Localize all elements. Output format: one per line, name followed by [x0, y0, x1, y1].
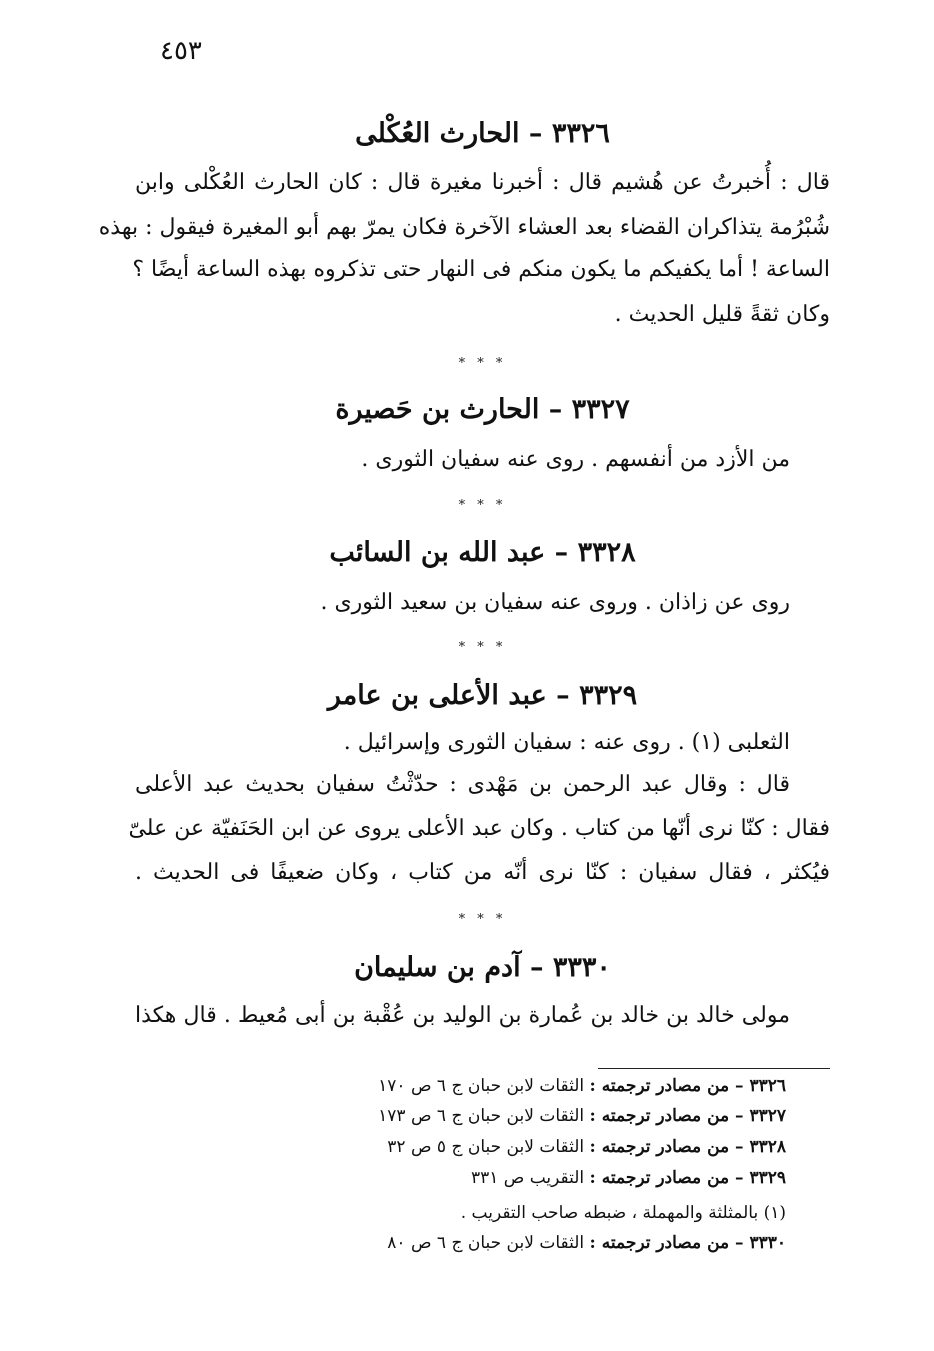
separator: * * *	[458, 912, 507, 927]
footnote-label: ٣٣٢٨ – من مصادر ترجمته :	[589, 1137, 786, 1157]
footnote-1	[461, 1203, 786, 1223]
entry-3329-line-3: فقال : كنّا نرى أنّها من كتاب . وكان عبد الأعلى يروى عن ابن الحَنَفيّة عن علىّ	[128, 816, 830, 841]
entry-title-3326: ٣٣٢٦ – الحارث العُكْلى	[355, 118, 610, 149]
footnote-text: الثقات لابن حبان ج ٦ ص ١٧٠	[378, 1076, 585, 1096]
footnote-3330	[387, 1233, 786, 1253]
entry-3327-line-1: من الأزد من أنفسهم . روى عنه سفيان الثورى .	[361, 447, 790, 472]
footnote-text: الثقات لابن حبان ج ٦ ص ٨٠	[387, 1233, 585, 1253]
footnote-label: ٣٣٢٧ – من مصادر ترجمته :	[589, 1106, 786, 1126]
entry-3328-line-1: روى عن زاذان . وروى عنه سفيان بن سعيد الثورى .	[320, 590, 790, 615]
footnote-3328	[387, 1137, 786, 1157]
footnote-label: ٣٣٢٦ – من مصادر ترجمته :	[589, 1076, 786, 1096]
separator: * * *	[458, 640, 507, 655]
separator: * * *	[458, 498, 507, 513]
entry-title-3328: ٣٣٢٨ – عبد الله بن السائب	[329, 537, 636, 568]
page-number: ٤٥٣	[160, 36, 202, 66]
footnote-3326	[378, 1076, 786, 1096]
entry-title-3330: ٣٣٣٠ – آدم بن سليمان	[354, 952, 611, 983]
entry-3326-line-2: شُبْرُمة يتذاكران القضاء بعد العشاء الآخرة فكان يمرّ بهم أبو المغيرة فيقول : بهذه	[98, 215, 830, 240]
footnote-label: ٣٣٣٠ – من مصادر ترجمته :	[589, 1233, 786, 1253]
entry-3329-line-1: الثعلبى (١) . روى عنه : سفيان الثورى وإسرائيل .	[343, 730, 790, 755]
entry-3329-line-2: قال : وقال عبد الرحمن بن مَهْدى : حدّثْتُ سفيان بحديث عبد الأعلى	[135, 772, 790, 797]
footnote-text: (١) بالمثلثة والمهملة ، ضبطه صاحب التقريب .	[460, 1203, 786, 1223]
entry-title-3329: ٣٣٢٩ – عبد الأعلى بن عامر	[327, 680, 638, 711]
footnote-3329	[471, 1168, 786, 1188]
entry-3326-line-3: الساعة ! أما يكفيكم ما يكون منكم فى النهار حتى تذكروه بهذه الساعة أيضًا ؟	[132, 257, 830, 282]
entry-3330-line-1: مولى خالد بن خالد بن عُمارة بن الوليد بن عُقْبة بن أبى مُعيط . قال هكذا	[135, 1003, 790, 1028]
footnote-rule	[598, 1068, 830, 1069]
entry-title-3327: ٣٣٢٧ – الحارث بن حَصيرة	[335, 394, 630, 425]
separator: * * *	[458, 356, 507, 371]
footnote-text: الثقات لابن حبان ج ٥ ص ٣٢	[387, 1137, 585, 1157]
entry-3326-line-4: وكان ثقةً قليل الحديث .	[614, 302, 830, 327]
entry-3329-line-4: فيُكثر ، فقال سفيان : كنّا نرى أنّه من كتاب ، وكان ضعيفًا فى الحديث .	[135, 860, 830, 885]
footnote-text: التقريب ص ٣٣١	[470, 1168, 585, 1188]
footnote-label: ٣٣٢٩ – من مصادر ترجمته :	[589, 1168, 786, 1188]
footnote-text: الثقات لابن حبان ج ٦ ص ١٧٣	[378, 1106, 585, 1126]
footnote-3327	[378, 1106, 786, 1126]
entry-3326-line-1: قال : أُخبرتُ عن هُشيم قال : أخبرنا مغيرة قال : كان الحارث العُكْلى وابن	[135, 170, 830, 195]
